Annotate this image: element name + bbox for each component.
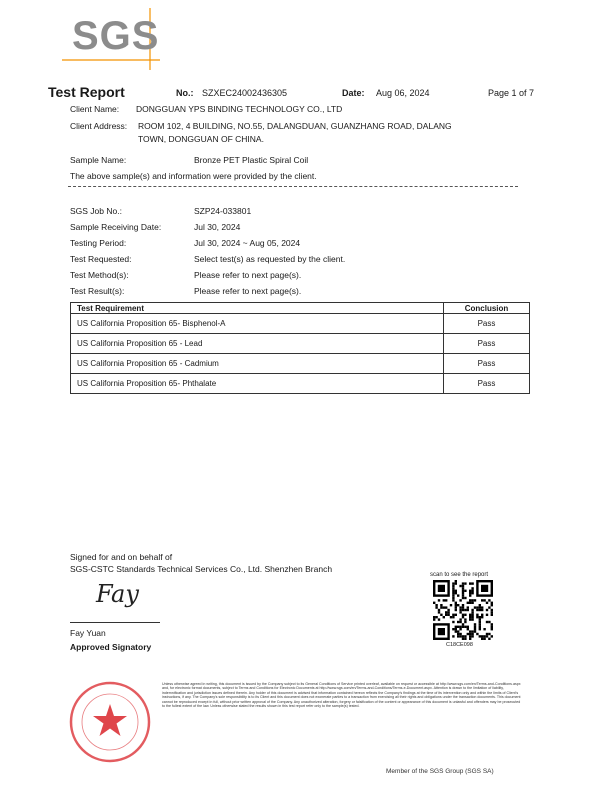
qr-code[interactable] [430, 580, 496, 640]
conclusion-cell: Pass [444, 374, 530, 394]
qr-caption: scan to see the report [430, 572, 489, 578]
sample-name-value: Bronze PET Plastic Spiral Coil [194, 155, 309, 165]
test-method-value: Please refer to next page(s). [194, 270, 302, 280]
report-no-label: No.: [176, 88, 194, 98]
table-row [71, 314, 530, 334]
test-method-label: Test Method(s): [70, 270, 129, 280]
signatory-name: Fay Yuan [70, 628, 106, 638]
sample-name-label: Sample Name: [70, 155, 127, 165]
test-requested-label: Test Requested: [70, 254, 132, 264]
test-result-label: Test Result(s): [70, 286, 125, 296]
signatory-title: Approved Signatory [70, 642, 152, 652]
table-header-row [71, 303, 530, 314]
page-number: Page 1 of 7 [488, 88, 535, 98]
sgs-group-member: Member of the SGS Group (SGS SA) [386, 768, 494, 775]
requirement-cell: US California Proposition 65- Phthalate [71, 374, 444, 394]
receiving-date-label: Sample Receiving Date: [70, 222, 162, 232]
job-no-value: SZP24-033801 [194, 206, 252, 216]
client-address-label: Client Address: [70, 121, 128, 131]
testing-period-label: Testing Period: [70, 238, 127, 248]
job-no-label: SGS Job No.: [70, 206, 122, 216]
client-name-value: DONGGUAN YPS BINDING TECHNOLOGY CO., LTD [136, 104, 343, 114]
test-requested-value: Select test(s) as requested by the client. [194, 254, 346, 264]
test-result-value: Please refer to next page(s). [194, 286, 302, 296]
signing-company: SGS-CSTC Standards Technical Services Co., Ltd. Shenzhen Branch [70, 564, 333, 574]
header-conclusion: Conclusion [444, 303, 530, 314]
qr-code-text: C18CE098 [446, 642, 473, 648]
results-table [70, 302, 530, 394]
table-row [71, 334, 530, 354]
requirement-cell: US California Proposition 65 - Cadmium [71, 354, 444, 374]
table-row [71, 354, 530, 374]
client-address-line2: TOWN, DONGGUAN OF CHINA. [138, 134, 264, 144]
logo-text: SGS [72, 14, 160, 58]
date-value: Aug 06, 2024 [376, 88, 430, 98]
date-label: Date: [342, 88, 365, 98]
conclusion-cell: Pass [444, 314, 530, 334]
conclusion-cell: Pass [444, 334, 530, 354]
testing-period-value: Jul 30, 2024 ~ Aug 05, 2024 [194, 238, 301, 248]
receiving-date-value: Jul 30, 2024 [194, 222, 241, 232]
signature-line [70, 622, 160, 623]
header-test-requirement: Test Requirement [71, 303, 444, 314]
client-address-line1: ROOM 102, 4 BUILDING, NO.55, DALANGDUAN, GUANZHANG ROAD, DALANG [138, 121, 452, 131]
client-name-label: Client Name: [70, 104, 120, 114]
dashed-divider [68, 186, 518, 187]
report-title: Test Report [48, 84, 125, 100]
requirement-cell: US California Proposition 65- Bisphenol-A [71, 314, 444, 334]
requirement-cell: US California Proposition 65 - Lead [71, 334, 444, 354]
company-seal [68, 680, 152, 764]
conclusion-cell: Pass [444, 354, 530, 374]
table-row [71, 374, 530, 394]
signed-on-behalf: Signed for and on behalf of [70, 552, 173, 562]
handwritten-signature: Fay [96, 580, 139, 608]
report-no-value: SZXEC24002436305 [202, 88, 288, 98]
sample-note: The above sample(s) and information were provided by the client. [70, 171, 317, 181]
terms-fineprint: Unless otherwise agreed in writing, this document is issued by the Company subject to its General Conditions of Service printed overleaf, available on request or accessible at http://www.sgs.com/en/Terms-and-Conditions.aspx and, for electronic format documents, subject to Terms and Conditions for Electronic Documents at http://www.sgs.com/en/Terms-and-Conditions/Terms-e-Document.aspx. Attention is drawn to the limitation of liability, indemnification and jurisdiction issues defined therein. Any holder of this document is advised that information contained hereon reflects the Company's findings at the time of its intervention only and within the limits of Client's instructions, if any. The Company's sole responsibility is to its Client and this document does not exonerate parties to a transaction from exercising all their rights and obligations under the transaction documents. This document cannot be reproduced except in full, without prior written approval of the Company. Any unauthorized alteration, forgery or falsification of the content or appearance of this document is unlawful and offenders may be prosecuted to the fullest extent of the law. Unless otherwise stated the results shown in this test report refer only to the sample(s) tested. [162, 682, 521, 709]
